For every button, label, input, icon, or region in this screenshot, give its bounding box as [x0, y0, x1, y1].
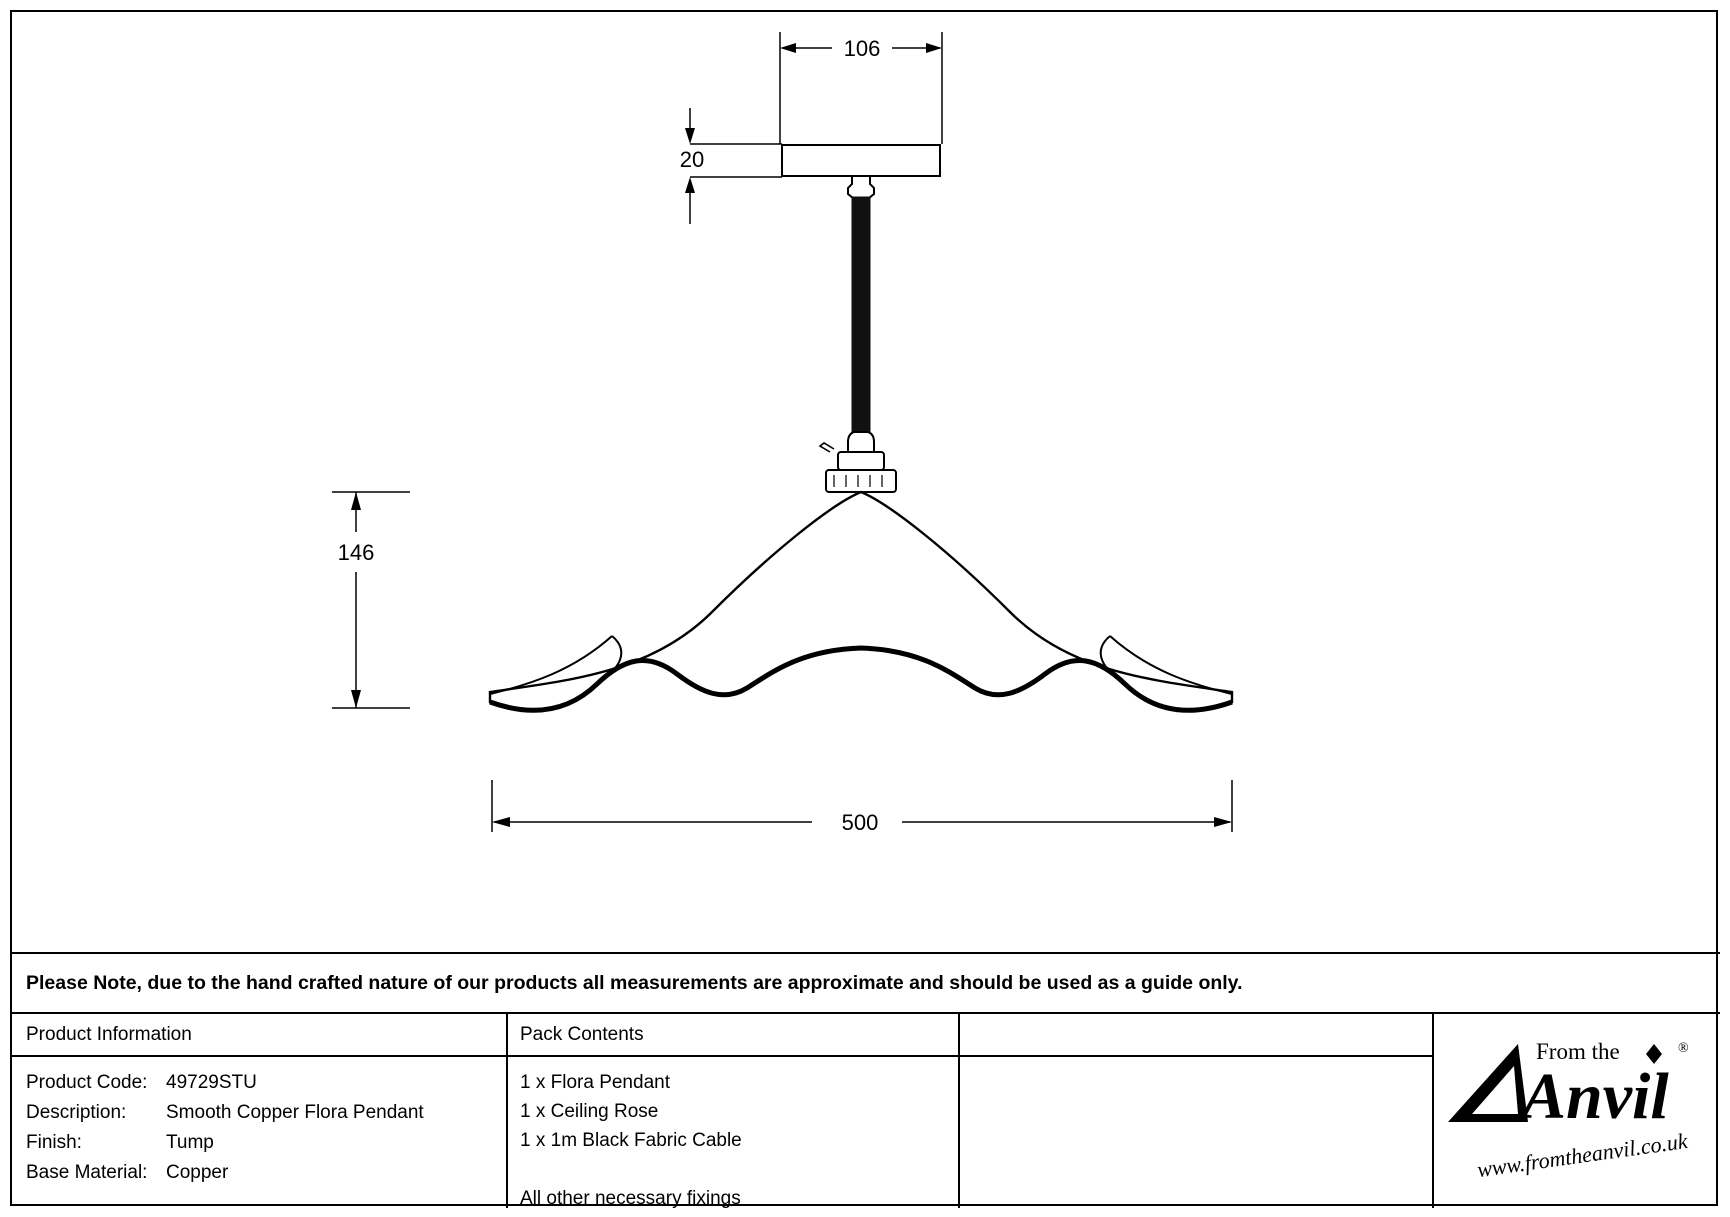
product-info-row: [26, 1068, 424, 1098]
product-information-list: [26, 1068, 424, 1188]
logo-registered-mark: ®: [1678, 1041, 1689, 1056]
dimension-label-shade-height: 146: [337, 540, 375, 565]
pack-contents-item: 1 x Ceiling Rose: [520, 1101, 659, 1122]
product-info-row: [26, 1128, 424, 1158]
header-divider: [12, 1055, 1432, 1057]
pack-contents-item: All other necessary fixings: [520, 1188, 741, 1209]
note-row: [12, 952, 1720, 1012]
pack-contents-list: [520, 1068, 742, 1213]
logo-brand-name: Anvil: [1522, 1060, 1669, 1133]
dimension-label-width-top: 106: [843, 36, 881, 61]
description-value: Smooth Copper Flora Pendant: [166, 1102, 424, 1123]
pack-contents-item: 1 x Flora Pendant: [520, 1072, 670, 1093]
approximate-measurements-note: Please Note, due to the hand crafted nature of our products all measurements are approximate and should be used as a guide only.: [26, 972, 1243, 994]
column-divider-2: [958, 1014, 960, 1208]
logo-website: www.fromtheanvil.co.uk: [1475, 1127, 1689, 1183]
product-info-row: [26, 1158, 424, 1188]
dimension-label-rose-height: 20: [679, 147, 705, 172]
finish-value: Tump: [166, 1132, 214, 1153]
pack-contents-spacer: [520, 1155, 742, 1184]
information-table: [12, 1012, 1720, 1209]
technical-drawing-area: [12, 12, 1720, 952]
description-label: Description:: [26, 1102, 127, 1123]
logo-top-line: From the: [1536, 1039, 1620, 1064]
base-material-label: Base Material:: [26, 1162, 148, 1183]
sheet-border: [10, 10, 1718, 1209]
product-information-header: Product Information: [26, 1024, 192, 1045]
product-code-label: Product Code:: [26, 1072, 148, 1093]
column-divider-1: [506, 1014, 508, 1208]
product-code-value: 49729STU: [166, 1072, 257, 1093]
finish-label: Finish:: [26, 1132, 82, 1153]
pack-contents-item: 1 x 1m Black Fabric Cable: [520, 1130, 742, 1151]
base-material-value: Copper: [166, 1162, 229, 1183]
dimension-label-shade-width: 500: [841, 810, 879, 835]
pack-contents-header: Pack Contents: [520, 1024, 644, 1045]
company-logo: [1432, 1014, 1720, 1208]
product-info-row: [26, 1098, 424, 1128]
